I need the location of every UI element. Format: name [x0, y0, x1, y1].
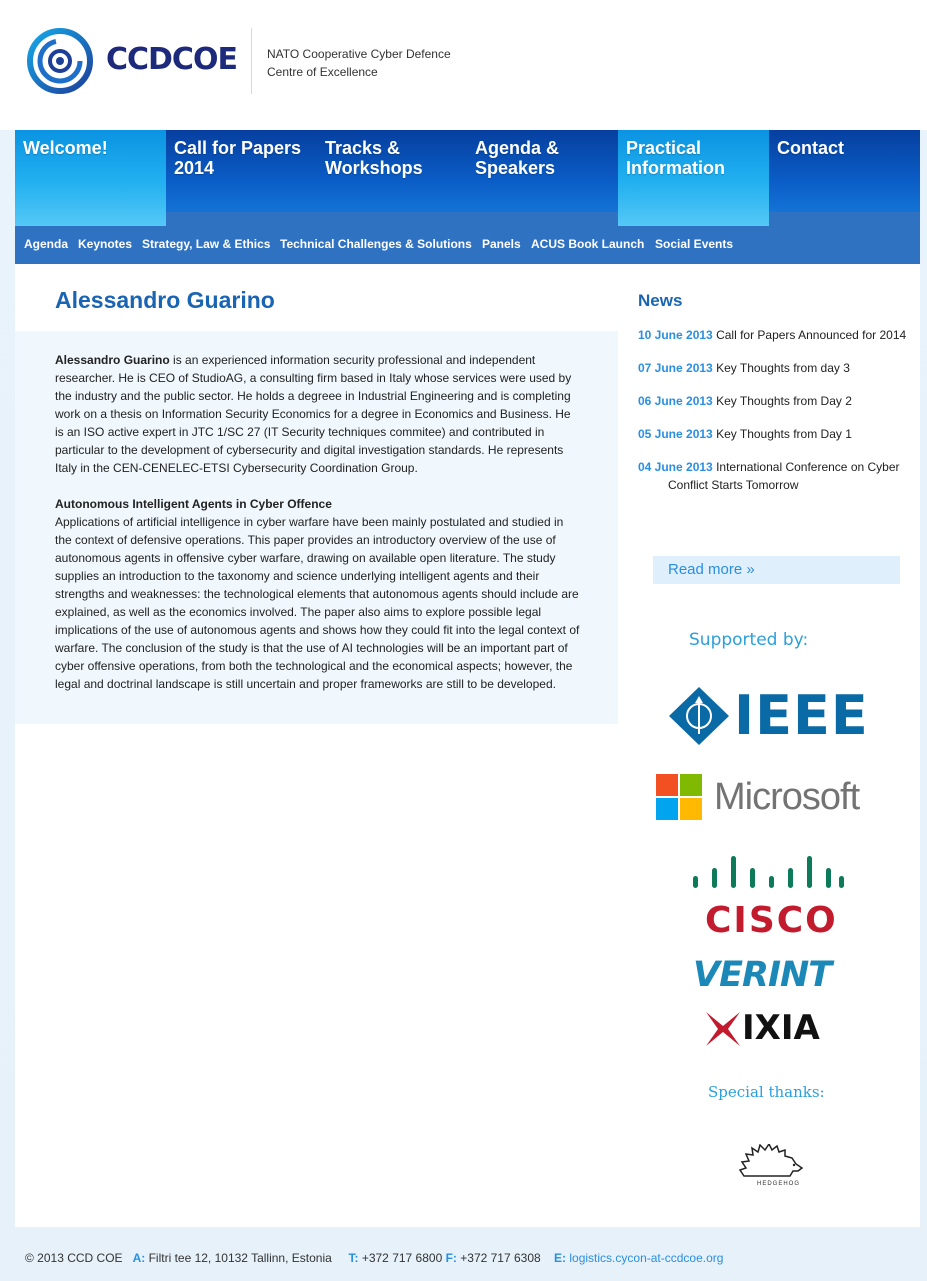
verint-logo[interactable]: VERINT — [693, 955, 832, 995]
footer-address-label: A: — [132, 1251, 146, 1265]
site-header — [0, 0, 927, 130]
news-date[interactable]: 05 June 2013 — [638, 427, 713, 441]
ieee-diamond-icon[interactable] — [668, 686, 730, 746]
news-heading: News — [638, 291, 683, 310]
hedgehog-icon[interactable] — [738, 1144, 804, 1182]
read-more-button[interactable]: Read more » — [653, 556, 900, 584]
subnav-item-strategy-law-ethics[interactable]: Strategy, Law & Ethics — [142, 237, 271, 251]
logo-wordmark[interactable]: CCDCOE — [106, 42, 237, 77]
news-item[interactable] — [638, 326, 910, 344]
supported-by-heading: Supported by: — [689, 630, 809, 650]
header-divider — [251, 28, 252, 94]
microsoft-logo[interactable]: Microsoft — [714, 776, 860, 818]
news-text[interactable]: Call for Papers Announced for 2014 — [716, 328, 907, 342]
news-item[interactable] — [638, 458, 910, 494]
footer-tel: +372 717 6800 — [361, 1251, 443, 1265]
news-date[interactable]: 10 June 2013 — [638, 328, 713, 342]
nav-tab-welcome[interactable]: Welcome! — [15, 130, 166, 226]
nav-tab-tracks-workshops[interactable]: Tracks & Workshops — [317, 130, 468, 212]
footer-fax-label: F: — [445, 1251, 457, 1265]
hedgehog-logo-text[interactable]: HEDGEHOG — [757, 1181, 801, 1187]
subnav-item-technical-challenges[interactable]: Technical Challenges & Solutions — [280, 237, 472, 251]
news-date[interactable]: 07 June 2013 — [638, 361, 713, 375]
subnav-item-keynotes[interactable]: Keynotes — [78, 237, 133, 251]
page-title: Alessandro Guarino — [55, 287, 275, 313]
footer-address: Filtri tee 12, 10132 Tallinn, Estonia — [148, 1251, 332, 1265]
cisco-logo[interactable]: CISCO — [705, 900, 838, 941]
bio-name: Alessandro Guarino — [55, 353, 170, 367]
nav-tab-practical-information[interactable]: Practical Information — [618, 130, 769, 226]
org-name-line2: Centre of Excellence — [267, 65, 378, 79]
footer-fax: +372 717 6308 — [460, 1251, 541, 1265]
news-text[interactable]: Key Thoughts from day 3 — [716, 361, 850, 375]
ixia-x-icon[interactable] — [704, 1010, 742, 1048]
subnav-item-social-events[interactable]: Social Events — [655, 237, 734, 251]
cisco-bars-icon[interactable] — [693, 854, 845, 894]
footer-email-link[interactable]: logistics.cycon-at-ccdcoe.org — [569, 1251, 724, 1265]
nav-tab-agenda-speakers[interactable]: Agenda & Speakers — [467, 130, 618, 212]
subnav-item-agenda[interactable]: Agenda — [24, 237, 69, 251]
subnav-item-acus-book-launch[interactable]: ACUS Book Launch — [531, 237, 645, 251]
ieee-logo[interactable]: IEEE — [734, 684, 869, 747]
bio-text: is an experienced information security professional and independent researcher. He is CEO of StudioAG, a consulting firm based in Italy whose services were used by the industry and the public sector. He holds a degreee in Industrial Engineering and is completing work on a thesis on Information Security Economics for a degree in Economics and Business. He is an ISO active expert in JTC 1/SC 27 (IT Security techniques commitee) and contributed in particular to the development of cybersecurity and digital investigation standards. He represents Italy in the CEN-CENELEC-ETSI Cybersecurity Coordination Group. — [55, 353, 572, 475]
nav-tab-call-for-papers[interactable]: Call for Papers 2014 — [166, 130, 317, 212]
ccdcoe-logo-icon[interactable] — [27, 28, 93, 94]
news-date[interactable]: 06 June 2013 — [638, 394, 713, 408]
main-nav — [15, 130, 920, 226]
subnav-item-panels[interactable]: Panels — [482, 237, 521, 251]
bio-paragraph — [55, 351, 581, 477]
footer-email-label: E: — [554, 1251, 567, 1265]
footer-tel-label: T: — [348, 1251, 359, 1265]
talk-abstract: Applications of artificial intelligence in cyber warfare have been mainly postulated and studied in the context of defensive operations. This paper provides an introductory overview of the use of autonomous agents in offensive cyber warfare, drawing on available open literature. The study supplies an introduction to the taxonomy and science underlying intelligent agents and their strengths and weaknesses: the technological elements that autonomous agents should include are explained, as well as the economics involved. The paper also aims to explore possible legal implications of the use of autonomous agents and shows how they could fit into the legal context of warfare. The conclusion of the study is that the use of AI technologies will be an important part of cyber offensive operations, from both the technological and the economical aspects; however, the legal and doctrinal landscape is still uncertain and proper frameworks are still to be developed. — [55, 515, 580, 691]
news-item[interactable] — [638, 392, 910, 410]
microsoft-windows-icon[interactable] — [656, 774, 702, 820]
news-item[interactable] — [638, 425, 910, 443]
news-text[interactable]: Key Thoughts from Day 1 — [716, 427, 852, 441]
talk-title: Autonomous Intelligent Agents in Cyber Offence — [55, 497, 332, 511]
news-list — [638, 326, 910, 509]
sub-nav — [15, 226, 920, 264]
news-item[interactable] — [638, 359, 910, 377]
news-text[interactable]: International Conference on Cyber Conflict Starts Tomorrow — [668, 460, 900, 492]
special-thanks-heading: Special thanks: — [708, 1083, 825, 1101]
nav-tab-contact[interactable]: Contact — [769, 130, 920, 212]
news-text[interactable]: Key Thoughts from Day 2 — [716, 394, 852, 408]
org-name-line1: NATO Cooperative Cyber Defence — [267, 47, 451, 61]
article-body — [55, 351, 581, 693]
footer — [25, 1251, 723, 1265]
ixia-logo[interactable]: IXIA — [742, 1008, 820, 1048]
footer-copyright: © 2013 CCD COE — [25, 1251, 123, 1265]
news-date[interactable]: 04 June 2013 — [638, 460, 713, 474]
